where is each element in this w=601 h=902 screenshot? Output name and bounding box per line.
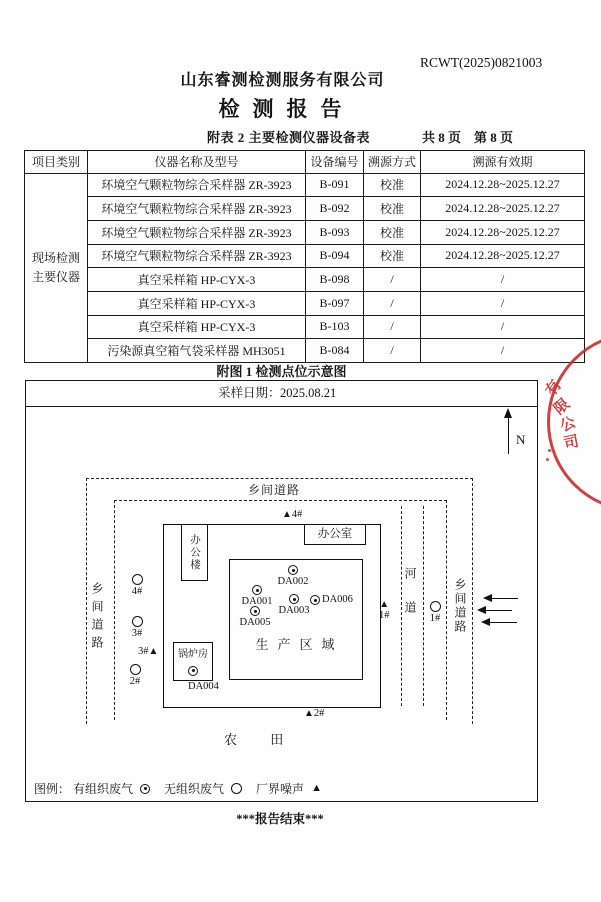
legend-unorganized-label: 无组织废气 [164,782,225,796]
left-arrow-icon [485,598,518,599]
category-cell [25,173,88,363]
sample-date-label: 采样日期： [218,386,281,400]
seal-char: 司 [562,433,581,453]
road-label-left: 乡间道路 [90,582,104,654]
office-building-label: 办公楼 [189,533,200,572]
stack-point-label: DA001 [241,596,273,607]
table-header-row [25,151,585,174]
noise-point-2 [304,709,324,720]
legend-label: 图例： [34,782,71,796]
bullseye-icon [140,784,150,794]
cell-instrument: 环境空气颗粒物综合采样器 ZR-3923 [88,173,306,197]
cell-method: / [364,315,421,339]
bullseye-icon [288,565,298,575]
cell-device-no: B-084 [306,339,364,363]
cell-device-no: B-092 [306,197,364,221]
bullseye-icon [250,606,260,616]
cell-method: 校准 [364,197,421,221]
bullseye-icon [188,666,198,676]
circle-icon [130,664,141,675]
sample-date-row [26,381,537,407]
river-bank-line [423,506,424,706]
fugitive-point-label: 3# [131,628,143,639]
stack-point-label: DA003 [278,605,310,616]
header-device-no: 设备编号 [306,151,364,174]
bullseye-icon [310,595,320,605]
table-row [25,315,585,339]
triangle-icon: ▲ [148,646,159,658]
cell-validity: 2024.12.28~2025.12.27 [421,244,585,268]
triangle-icon: ▲ [311,782,322,794]
instrument-table [24,150,584,363]
river-label: 河道 [403,567,417,635]
noise-point-label: 4# [291,509,303,520]
production-area-label: 生产区域 [255,637,344,652]
cell-device-no: B-094 [306,244,364,268]
noise-point-label: 2# [313,708,325,719]
cell-instrument: 环境空气颗粒物综合采样器 ZR-3923 [88,197,306,221]
farmland-char: 田 [270,732,284,747]
road-label-right: 乡间道路 [453,578,467,634]
cell-device-no: B-093 [306,220,364,244]
seal-char: 有 [543,377,565,399]
header-trace-method: 溯源方式 [364,151,421,174]
company-name: 山东睿测检测服务有限公司 [180,72,385,89]
noise-point-4 [282,510,302,521]
table-row [25,173,585,197]
farmland-char: 农 [224,732,238,747]
table-caption: 附表 2 主要检测仪器设备表 [207,130,371,145]
fugitive-point-label: 1# [429,613,441,624]
noise-point-1 [379,600,390,622]
cell-validity: 2024.12.28~2025.12.27 [421,173,585,197]
north-arrow-icon [508,417,509,454]
left-arrow-icon [483,622,517,623]
fugitive-point-label: 2# [129,676,141,687]
office-building-box [181,524,208,581]
cell-method: 校准 [364,244,421,268]
page-count: 共 8 页 第 8 页 [422,130,514,145]
cell-device-no: B-097 [306,291,364,315]
header-instrument: 仪器名称及型号 [88,151,306,174]
stack-point-label: DA002 [277,576,309,587]
cell-device-no: B-091 [306,173,364,197]
cell-instrument: 环境空气颗粒物综合采样器 ZR-3923 [88,220,306,244]
farmland-label [224,729,283,748]
legend-noise-label: 厂界噪声 [256,782,305,796]
stack-point-da004-label: DA004 [188,681,219,692]
site-diagram [25,380,538,802]
fugitive-point-1 [420,601,450,625]
boiler-room-box [173,642,213,681]
circle-icon [132,574,143,585]
fugitive-point-4 [122,574,152,598]
cell-validity: 2024.12.28~2025.12.27 [421,197,585,221]
triangle-icon: ▲ [282,509,292,521]
report-title: 检测报告 [218,97,355,121]
road-label-top: 乡间道路 [248,483,301,497]
legend-organized-label: 有组织废气 [73,782,134,796]
table-row [25,268,585,292]
stack-point-label: DA005 [239,617,271,628]
cell-validity: / [421,268,585,292]
cell-validity: / [421,291,585,315]
cell-device-no: B-103 [306,315,364,339]
cell-method: 校准 [364,220,421,244]
noise-point-label: 1# [379,610,390,621]
fugitive-point-3 [122,616,152,640]
header-trace-validity: 溯源有效期 [421,151,585,174]
legend [34,780,322,797]
circle-icon [132,616,143,627]
circle-icon [430,601,441,612]
cell-instrument: 真空采样箱 HP-CYX-3 [88,315,306,339]
cell-validity: / [421,339,585,363]
cell-method: 校准 [364,173,421,197]
boiler-room-label: 锅炉房 [178,649,208,660]
category-line1: 现场检测 [31,250,80,265]
cell-instrument: 污染源真空箱气袋采样器 MH3051 [88,339,306,363]
cell-method: / [364,291,421,315]
triangle-icon: ▲ [379,599,390,610]
cell-instrument: 环境空气颗粒物综合采样器 ZR-3923 [88,244,306,268]
category-line2: 主要仪器 [31,269,80,284]
bullseye-icon [252,585,262,595]
north-label: N [516,432,526,447]
table-row [25,220,585,244]
seal-dot [548,449,551,452]
report-end-mark: ***报告结束*** [236,812,324,826]
noise-point-3 [138,647,158,658]
stack-point-da005 [233,606,277,629]
figure-title: 附图 1 检测点位示意图 [216,364,347,379]
stack-point-da006 [310,595,353,606]
circle-icon [231,783,242,794]
triangle-icon: ▲ [304,708,314,720]
cell-instrument: 真空采样箱 HP-CYX-3 [88,268,306,292]
table-row [25,339,585,363]
sample-date-value: 2025.08.21 [280,386,337,400]
table-row [25,291,585,315]
table-row [25,244,585,268]
header-category: 项目类别 [25,151,88,174]
seal-char: 公 [558,414,579,436]
bullseye-icon [289,594,299,604]
office-room-box: 办公室 [304,524,366,545]
fugitive-point-2 [120,664,150,688]
cell-instrument: 真空采样箱 HP-CYX-3 [88,291,306,315]
left-arrow-icon [479,610,512,611]
cell-method: / [364,268,421,292]
noise-point-label: 3# [138,646,149,657]
stack-point-label: DA006 [322,594,353,605]
cell-validity: 2024.12.28~2025.12.27 [421,220,585,244]
report-number: RCWT(2025)0821003 [420,55,543,70]
table-row [25,197,585,221]
cell-device-no: B-098 [306,268,364,292]
cell-method: / [364,339,421,363]
seal-char: 限 [551,396,574,419]
fugitive-point-label: 4# [131,586,143,597]
cell-validity: / [421,315,585,339]
seal-dot [546,458,549,461]
